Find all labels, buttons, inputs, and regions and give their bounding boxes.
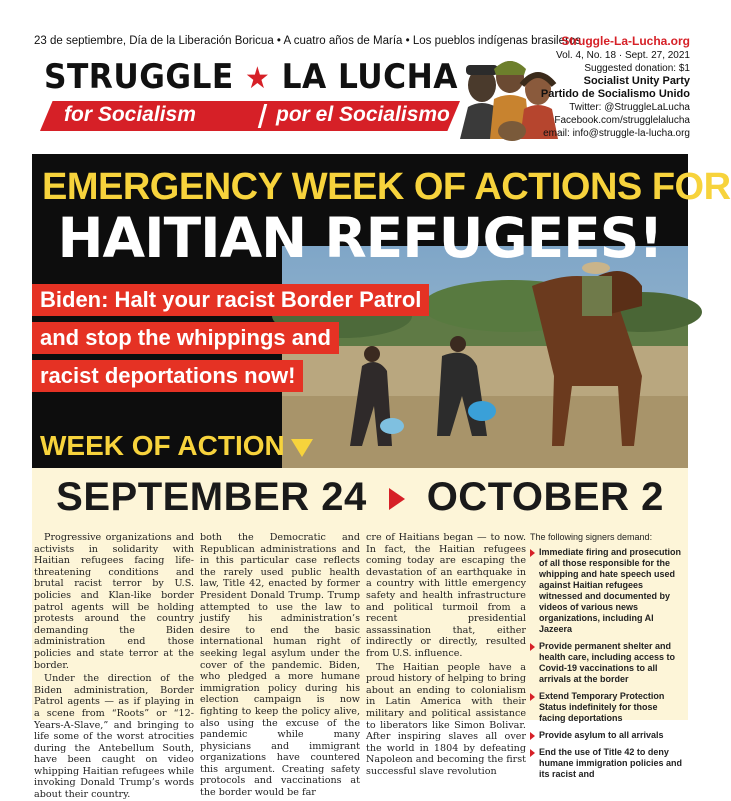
header-topline: 23 de septiembre, Día de la Liberación Boricua • A cuatro años de María • Los pueblos indígenas brasileros <box>34 35 581 47</box>
email-link[interactable]: email: info@struggle-la-lucha.org <box>543 128 690 139</box>
demand-item: Provide asylum to all arrivals <box>530 730 686 741</box>
article-column-1 <box>34 532 194 801</box>
demand-item: Extend Temporary Protection Status indefinitely for those facing deportations <box>530 691 686 724</box>
article-paragraph: Progressive organizations and activists in solidarity with Haitian refugees facing life-threatening conditions and brutal racist terror by U.S. policies and Klan-like border patrol agents will be holding protests around the country demanding the Biden administration end those policies and state terror at the border. <box>34 532 194 671</box>
demand-line: and stop the whippings and <box>32 322 339 354</box>
hero-banner <box>32 154 731 468</box>
week-of-action-label <box>40 430 313 462</box>
twitter-handle[interactable]: Twitter: @StruggleLaLucha <box>569 102 690 113</box>
right-triangle-icon <box>389 488 405 510</box>
masthead <box>40 55 460 139</box>
headline-haitian-refugees: HAITIAN REFUGEES! <box>57 206 663 270</box>
demand-lines <box>32 284 429 398</box>
start-date: SEPTEMBER 24 <box>56 475 367 519</box>
demand-line: Biden: Halt your racist Border Patrol <box>32 284 429 316</box>
headline-week-of-actions: EMERGENCY WEEK OF ACTIONS FOR <box>42 166 731 208</box>
demands-sidebar <box>530 532 686 786</box>
subtitle-right: por el Socialismo <box>276 103 450 126</box>
star-icon: ★ <box>245 61 271 96</box>
demand-item: End the use of Title 42 to deny humane immigration policies and its racist and <box>530 747 686 780</box>
end-date: OCTOBER 2 <box>426 475 664 519</box>
down-triangle-icon <box>291 439 313 457</box>
demand-item: Provide permanent shelter and health care, including access to Covid-19 vaccinations to all arrivals at the border <box>530 641 686 685</box>
suggested-donation: Suggested donation: $1 <box>584 63 690 74</box>
site-link[interactable]: Struggle-La-Lucha.org <box>561 34 690 48</box>
date-band <box>32 468 688 526</box>
brand-right: LA LUCHA <box>281 57 458 97</box>
demand-item: Immediate firing and prosecution of all those responsible for the whipping and hate speech used against Haitian refugees witnessed and documented by videos of various news organizations, including Al Jazeera <box>530 547 686 635</box>
week-of-action-text: WEEK OF ACTION <box>40 430 285 461</box>
party-name-en: Socialist Unity Party <box>583 75 690 87</box>
demand-line: racist deportations now! <box>32 360 303 392</box>
brand-left: STRUGGLE <box>44 57 234 97</box>
date-range <box>44 475 676 520</box>
facebook-link[interactable]: Facebook.com/strugglelalucha <box>554 115 690 126</box>
subtitle-left: for Socialism <box>64 103 196 126</box>
masthead-logo <box>44 57 458 97</box>
masthead-info <box>541 34 690 140</box>
article-paragraph: both the Democratic and Republican administrations and in this particular case reflects the rarely used public health law, Title 42, enacted by former President Donald Trump. Trump attempted to use the law to justify his administration’s desire to end the basic international human right of seeking legal asylum under the cover of the pandemic. Biden, who pledged a more humane immigration policy during his election campaign is now fighting to keep the policy alive, also using the excuse of the pandemic while many physicians and immigrant organizations have countered this argument. Creating safety protocols and vaccinations at the border would be far <box>200 532 360 799</box>
article-paragraph: cre of Haitians began — to now. In fact, the Haitian refugees coming today are escaping the devastation of an earthquake in a country with little emergency safety and health infrastructure and political turmoil from a recent presidential assassination that, either indirectly or directly, resulted from U.S. influence. <box>366 532 526 659</box>
article-column-2 <box>200 532 360 799</box>
article-paragraph: The Haitian people have a proud history of helping to bring about an ending to colonialism in Latin America with their military and political assistance to liberators like Simon Bolivar. After inspiring slaves all over the world in 1804 by defeating Napoleon and becoming the first successful slave revolution <box>366 661 526 777</box>
article-body <box>32 526 688 801</box>
demands-lead: The following signers demand: <box>530 532 653 542</box>
issue-info: Vol. 4, No. 18 · Sept. 27, 2021 <box>556 50 690 61</box>
article-paragraph: Under the direction of the Biden administration, Border Patrol agents — as if playing in a scene from “Roots” or “12-Years-A-Slave,” and bringing to life some of the worst atrocities during the Antebellum South, have been caught on video whipping Haitian refugees while invoking Donald Trump’s words about their country. <box>34 673 194 801</box>
party-name-es: Partido de Socialismo Unido <box>540 88 690 100</box>
article-column-3 <box>366 532 526 777</box>
